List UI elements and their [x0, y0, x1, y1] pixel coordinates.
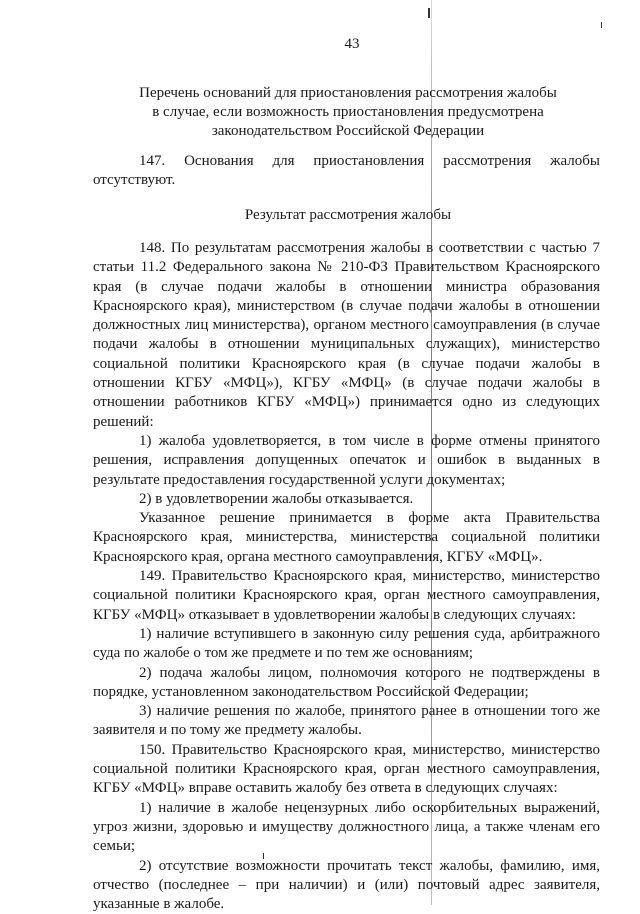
paragraph: 2) отсутствие возможности прочитать текст жалобы, фамилию, имя, отчество (последнее – при наличии) и (или) почтовый адрес заявителя, указанные в жалобе. — [93, 857, 600, 914]
paragraph: 1) жалоба удовлетворяется, в том числе в форме отмены принятого решения, исправления допущенных опечаток и ошибок в выданных в результате предоставления государственной услуги документах; — [93, 432, 600, 490]
heading-line: в случае, если возможность приостановления предусмотрена — [80, 103, 616, 122]
heading-suspension — [80, 84, 616, 141]
heading-line: законодательством Российской Федерации — [80, 122, 616, 141]
paragraph-147: 147. Основания для приостановления рассмотрения жалобы отсутствуют. — [93, 152, 600, 191]
paragraph: 148. По результатам рассмотрения жалобы в соответствии с частью 7 статьи 11.2 Федерального закона № 210-ФЗ Правительством Красноярского края (в случае подачи жалобы в отношении министра образования Красноярского края), министерством (в случае подачи жалобы в отношении должностных лиц министерства), органом местного самоуправления (в случае подачи жалобы в отношении муниципальных служащих), министерство социальной политики Красноярского края (в случае подачи жалобы в отношении КГБУ «МФЦ»), КГБУ «МФЦ» (в случае подачи жалобы в отношении работников КГБУ «МФЦ») принимается одно из следующих решений: — [93, 239, 600, 432]
paragraph: 1) наличие вступившего в законную силу решения суда, арбитражного суда по жалобе о том же предмете и по тем же основаниям; — [93, 625, 600, 664]
paragraph: 3) наличие решения по жалобе, принятого ранее в отношении того же заявителя и по тому же предмету жалобы. — [93, 702, 600, 741]
scan-artifact-mark — [601, 22, 602, 28]
paragraph: Указанное решение принимается в форме акта Правительства Красноярского края, министерства, министерства социальной политики Красноярского края, органа местного самоуправления, КГБУ «МФЦ». — [93, 509, 600, 567]
page-number: 43 — [0, 36, 640, 53]
heading-line: Перечень оснований для приостановления рассмотрения жалобы — [80, 84, 616, 103]
section-result-body — [93, 239, 600, 914]
heading-result: Результат рассмотрения жалобы — [80, 206, 616, 225]
paragraph: 1) наличие в жалобе нецензурных либо оскорбительных выражений, угроз жизни, здоровью и имуществу должностного лица, а также членам его семьи; — [93, 799, 600, 857]
paragraph: 2) подача жалобы лицом, полномочия которого не подтверждены в порядке, установленном законодательством Российской Федерации; — [93, 664, 600, 703]
paragraph: 150. Правительство Красноярского края, министерство, министерство социальной политики Красноярского края, орган местного самоуправления, КГБУ «МФЦ» вправе оставить жалобу без ответа в следующих случаях: — [93, 741, 600, 799]
scan-artifact-mark — [428, 8, 430, 18]
section-suspension-body — [93, 152, 600, 191]
paragraph: 2) в удовлетворении жалобы отказывается. — [93, 490, 600, 509]
paragraph: 149. Правительство Красноярского края, министерство, министерство социальной политики Красноярского края, орган местного самоуправления, КГБУ «МФЦ» отказывает в удовлетворении жалобы в следующих случаях: — [93, 567, 600, 625]
